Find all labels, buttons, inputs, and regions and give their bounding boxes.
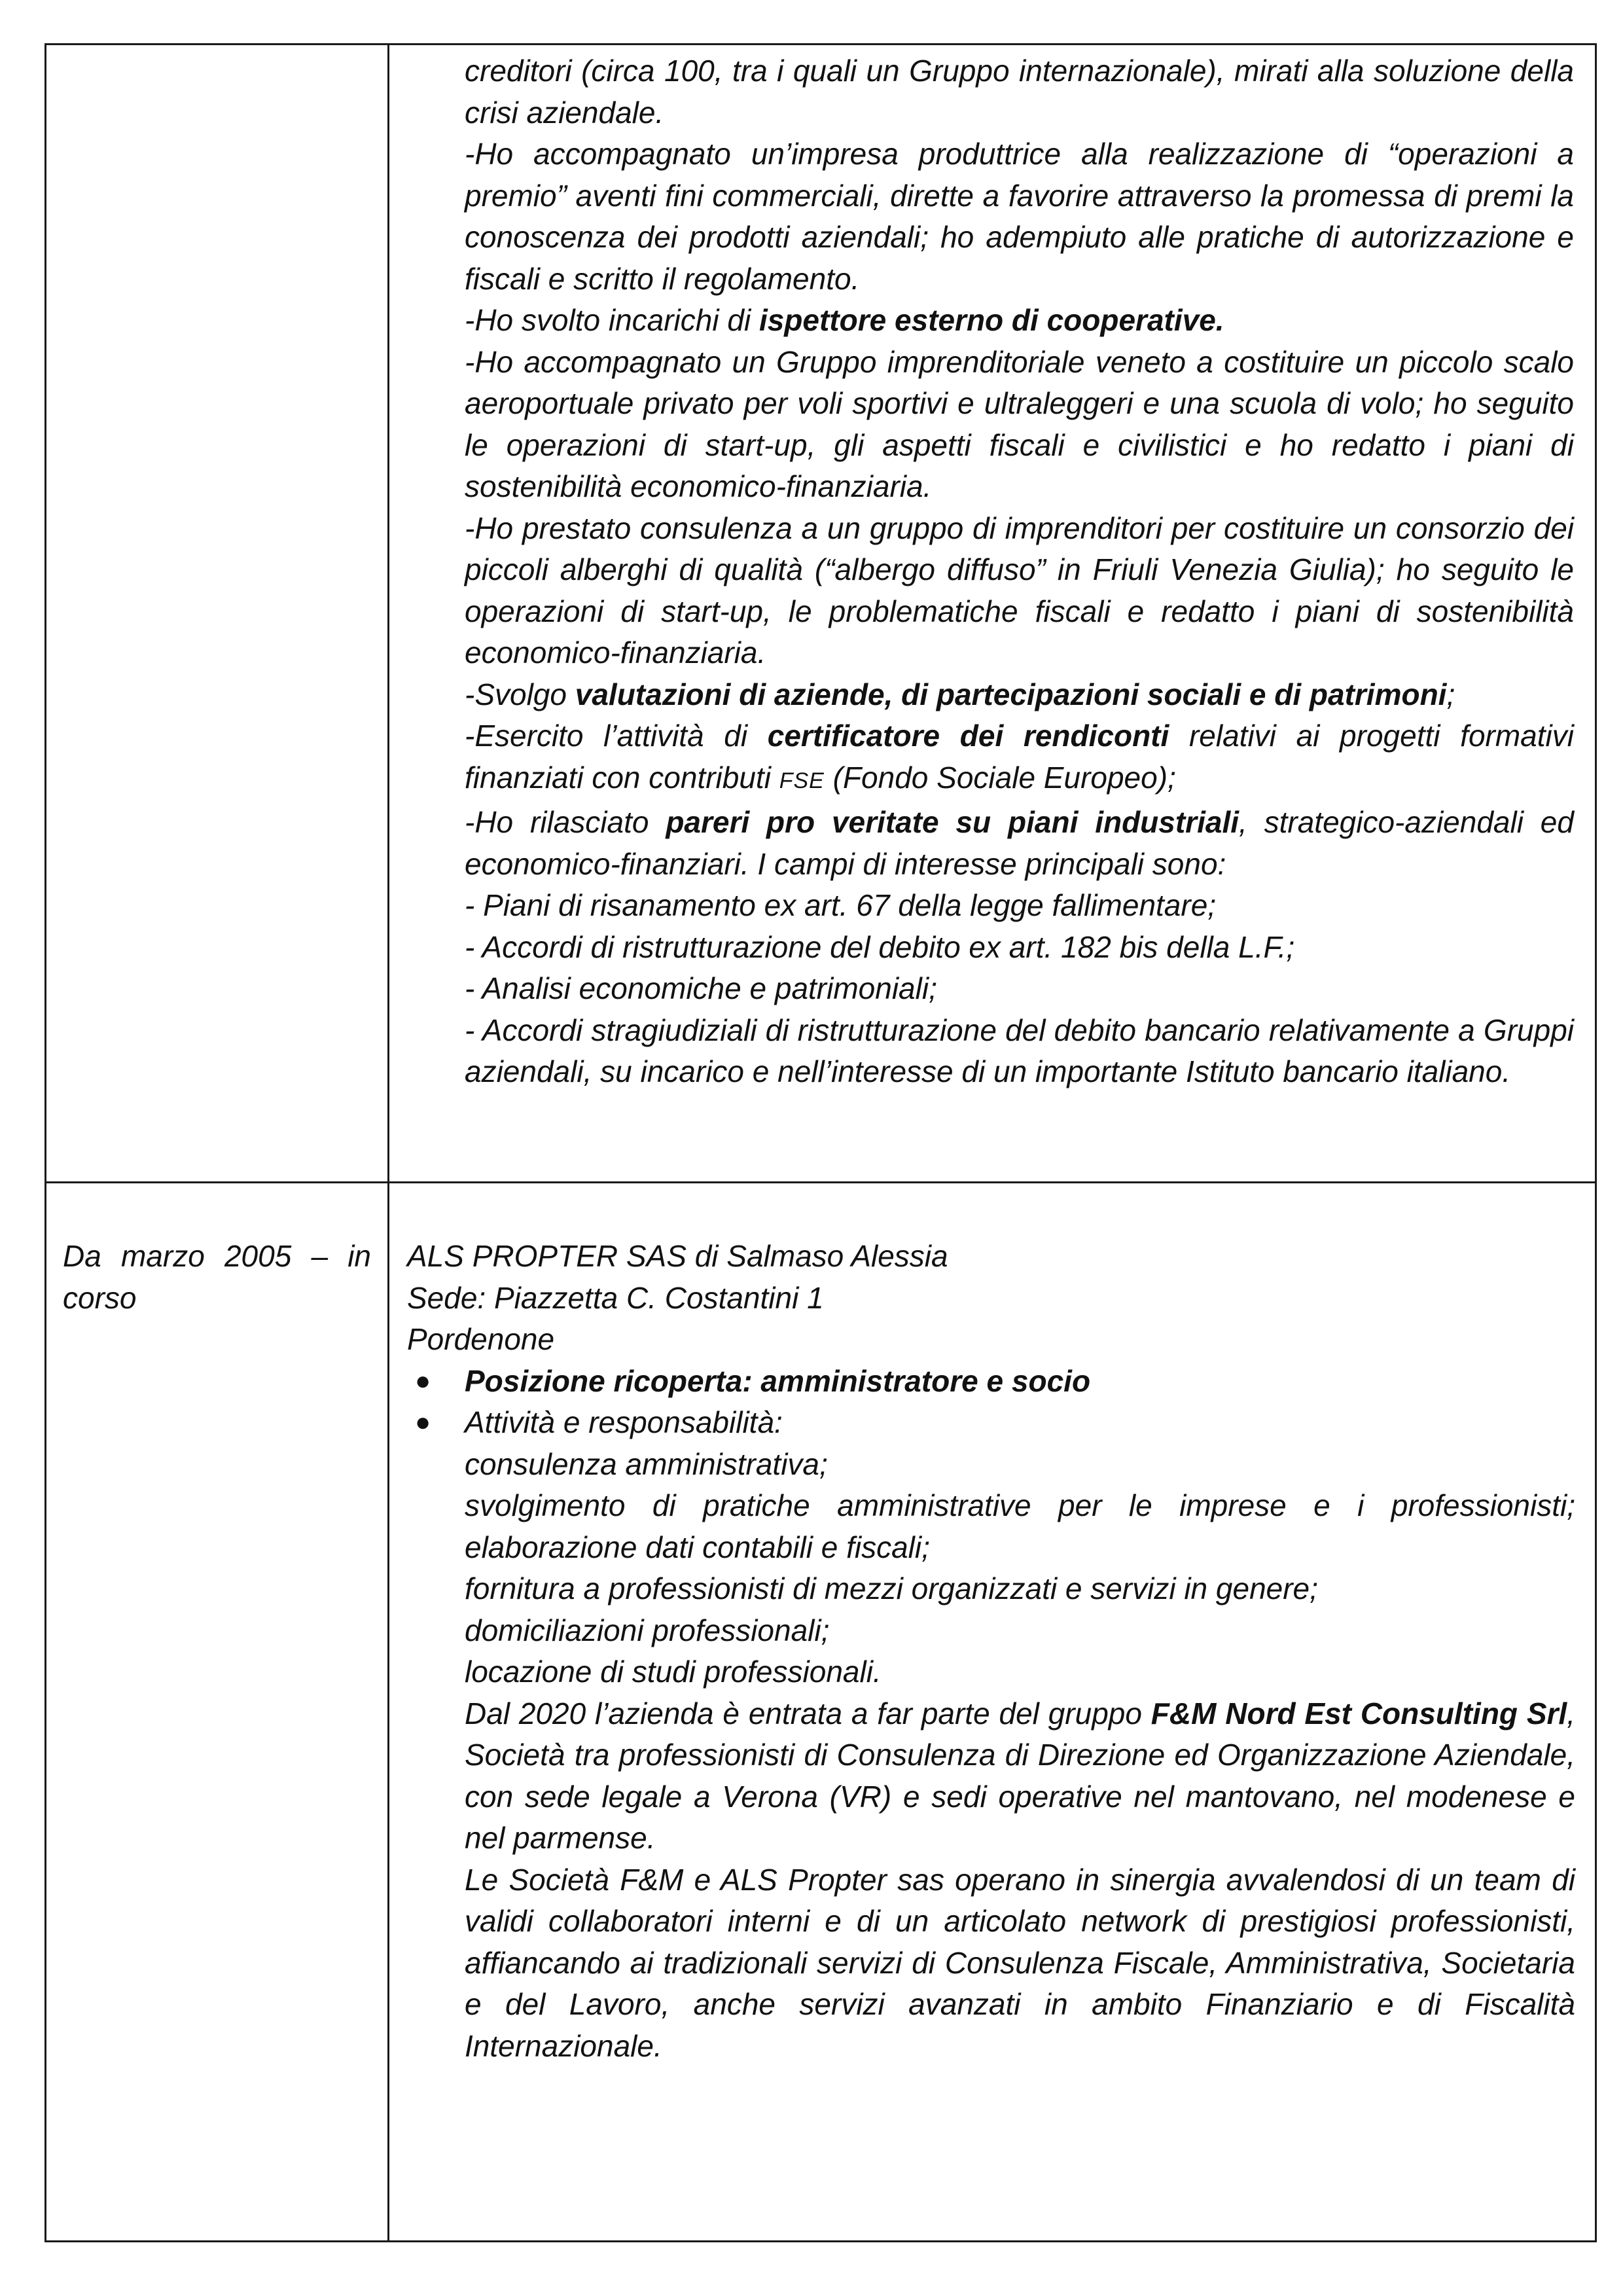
paragraph: -Esercito l’attività di certificatore dei rendiconti relativi ai progetti formativi finanziati con contributi FSE (Fondo Sociale Europeo); [465,719,1574,795]
paragraph: Le Società F&M e ALS Propter sas operano in sinergia avvalendosi di un team di validi collaboratori interni e di un articolato network di prestigiosi professionisti, affiancando ai tradizionali servizi di Consulenza Fiscale, Amministrativa, Societaria e del Lavoro, anche servizi avanzati in ambito Finanziario e di Fiscalità Internazionale. [465,1862,1575,2063]
bold-phrase: valutazioni di aziende, di partecipazioni sociali e di patrimoni [575,677,1447,711]
list-item: ● Attività e responsabilità: [407,1402,1575,1444]
table-row [46,1183,1596,2242]
activity-line: domiciliazioni professionali; [465,1613,830,1647]
activity-line: locazione di studi professionali. [465,1655,882,1689]
paragraph: Dal 2020 l’azienda è entrata a far parte del gruppo F&M Nord Est Consulting Srl, Società tra professionisti di Consulenza di Direzione ed Organizzazione Aziendale, con sede legale a Verona (VR) e sedi operative nel mantovano, nel modenese e nel parmense. [465,1696,1575,1855]
paragraph: -Svolgo valutazioni di aziende, di partecipazioni sociali e di patrimoni; [465,677,1455,711]
table-row [46,45,1596,1183]
bullet-icon: ● [415,1366,431,1395]
company-city: Pordenone [407,1322,555,1356]
list-item: - Accordi di ristrutturazione del debito ex art. 182 bis della L.F.; [465,929,1295,964]
activity-line: fornitura a professionisti di mezzi organizzati e servizi in genere; [465,1571,1318,1605]
bold-phrase: pareri pro veritate su piani industriali [666,805,1239,839]
activity-line: svolgimento di pratiche amministrative per le imprese e i professionisti; elaborazione dati contabili e fiscali; [465,1488,1575,1564]
list-item: - Accordi stragiudiziali di ristrutturazione del debito bancario relativamente a Gruppi aziendali, su incarico e nell’interesse di un importante Istituto bancario italiano. [465,1013,1574,1088]
bold-phrase: F&M Nord Est Consulting Srl [1150,1696,1567,1731]
period-dates: Da marzo 2005 – in corso [63,1239,371,1315]
list-item: - Piani di risanamento ex art. 67 della legge fallimentare; [465,888,1217,922]
bullet-icon: ● [415,1408,431,1437]
content-cell [389,45,1596,1183]
paragraph: -Ho accompagnato un Gruppo imprenditoriale veneto a costituire un piccolo scalo aeroportuale privato per voli sportivi e ultraleggeri e una scuola di volo; ho seguito le operazioni di start-up, gli aspetti fiscali e civilistici e ho redatto i piani di sostenibilità economico-finanziaria. [465,344,1574,503]
bold-phrase: ispettore esterno di cooperative. [758,303,1224,337]
paragraph: creditori (circa 100, tra i quali un Gruppo internazionale), mirati alla soluzione della crisi aziendale. [465,54,1574,130]
cv-table [45,43,1597,2242]
list-item: ● Posizione ricoperta: amministratore e socio [407,1361,1575,1403]
company-name: ALS PROPTER SAS di Salmaso Alessia [407,1239,948,1273]
paragraph: -Ho svolto incarichi di ispettore esterno di cooperative. [465,303,1224,337]
list-item: - Analisi economiche e patrimoniali; [465,971,937,1005]
paragraph: -Ho accompagnato un’impresa produttrice alla realizzazione di “operazioni a premio” aventi fini commerciali, dirette a favorire attraverso la promessa di premi la conoscenza dei prodotti aziendali; ho adempiuto alle pratiche di autorizzazione e fiscali e scritto il regolamento. [465,137,1574,296]
date-cell [46,1183,389,2242]
date-cell [46,45,389,1183]
bold-phrase: certificatore dei rendiconti [767,719,1169,753]
paragraph: -Ho rilasciato pareri pro veritate su piani industriali, strategico-aziendali ed economico-finanziari. I campi di interesse principali sono: [465,805,1574,881]
company-address: Sede: Piazzetta C. Costantini 1 [407,1280,824,1315]
content-cell [389,1183,1596,2242]
paragraph: -Ho prestato consulenza a un gruppo di imprenditori per costituire un consorzio dei piccoli alberghi di qualità (“albergo diffuso” in Friuli Venezia Giulia); ho seguito le operazioni di start-up, le problematiche fiscali e redatto i piani di sostenibilità economico-finanziaria. [465,511,1574,670]
activity-line: consulenza amministrativa; [465,1446,828,1481]
